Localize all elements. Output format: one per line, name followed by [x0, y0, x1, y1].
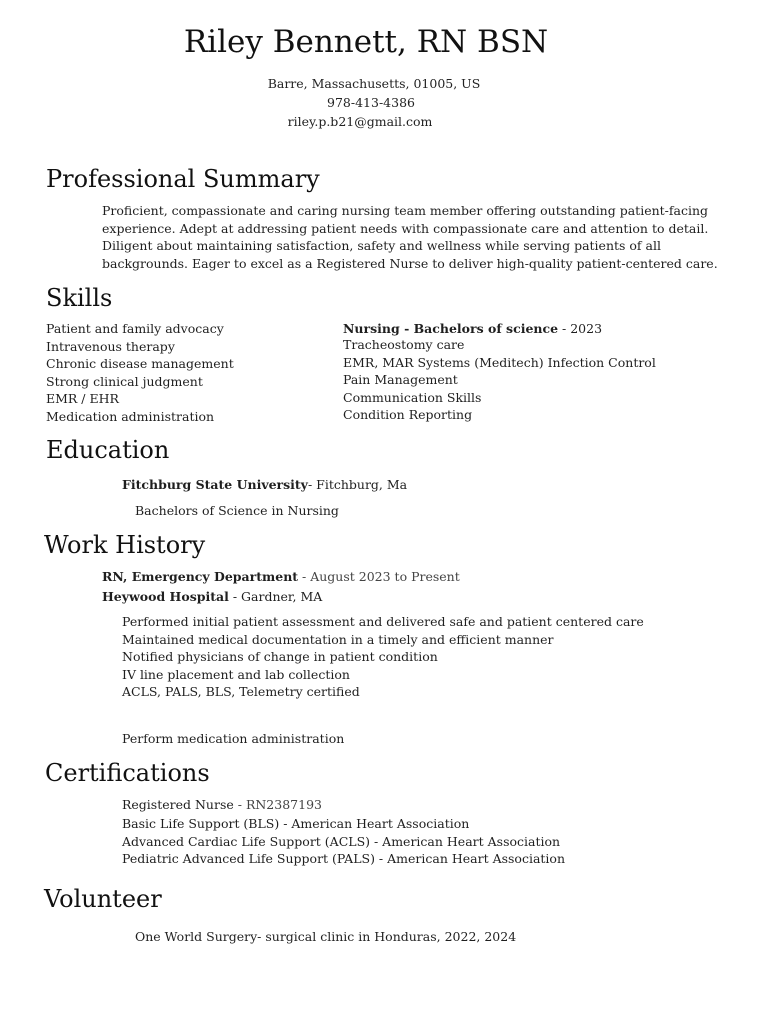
job-title-line [102, 569, 460, 584]
address: Barre, Massachusetts, 01005, US [267, 76, 481, 91]
skill-item: Patient and family advocacy [46, 321, 224, 336]
duty-item: ACLS, PALS, BLS, Telemetry certified [122, 684, 360, 700]
volunteer-text: One World Surgery- surgical clinic in Honduras, 2022, 2024 [135, 929, 517, 944]
duty-item: Performed initial patient assessment and delivered safe and patient centered care [122, 614, 644, 629]
skill-item: Communication Skills [343, 389, 482, 405]
duty-extra: Perform medication administration [122, 731, 345, 746]
employer-line [102, 589, 322, 604]
certification-item: Basic Life Support (BLS) - American Heart Association [122, 816, 470, 831]
skill-item: Condition Reporting [343, 407, 473, 423]
skills-left-list [46, 320, 234, 426]
skill-degree-label: Nursing - Bachelors of science [343, 321, 559, 336]
degree: Bachelors of Science in Nursing [135, 503, 339, 518]
skill-item: EMR, MAR Systems (Meditech) Infection Control [343, 354, 656, 370]
skills-heading: Skills [46, 284, 113, 312]
cert-rn-label: Registered Nurse [122, 797, 234, 812]
education-school-line [122, 477, 407, 492]
skill-item: Intravenous therapy [46, 338, 175, 354]
work-heading: Work History [44, 531, 206, 559]
certifications-list [122, 815, 565, 868]
skill-item: Chronic disease management [46, 356, 234, 372]
cert-rn-line [122, 797, 322, 812]
certifications-heading: Certifications [45, 759, 210, 787]
school-name: Fitchburg State University [122, 477, 308, 492]
job-title: RN, Emergency Department [102, 569, 299, 584]
skill-item: Tracheostomy care [343, 337, 465, 352]
summary-heading: Professional Summary [46, 165, 320, 193]
volunteer-heading: Volunteer [44, 885, 162, 913]
employer: Heywood Hospital [102, 589, 229, 604]
education-heading: Education [46, 436, 170, 464]
employer-location: - Gardner, MA [228, 589, 323, 604]
phone: 978-413-4386 [327, 95, 415, 110]
skill-item: Medication administration [46, 408, 215, 424]
skill-degree-year: - 2023 [558, 321, 603, 336]
job-dates: - August 2023 to Present [298, 569, 460, 584]
email: riley.p.b21@gmail.com [287, 114, 433, 129]
skill-item: EMR / EHR [46, 391, 119, 407]
summary-text: Proficient, compassionate and caring nursing team member offering outstanding patient-facing experience. Adept at addressing patient needs with compassionate care and attention to detail. Diligent about maintaining satisfaction, safety and wellness while serving patients of all backgrounds. Eager to excel as a Registered Nurse to deliver high-quality patient-centered care. [102, 203, 718, 271]
skills-right-list [343, 336, 656, 424]
skill-item: Strong clinical judgment [46, 373, 203, 389]
school-location: - Fitchburg, Ma [307, 477, 408, 492]
skill-item: Pain Management [343, 372, 458, 388]
cert-rn-number: - RN2387193 [233, 797, 322, 812]
duty-item: IV line placement and lab collection [122, 666, 350, 682]
duties-list [122, 613, 644, 701]
duty-item: Maintained medical documentation in a timely and efficient manner [122, 631, 554, 647]
skill-degree [343, 321, 602, 336]
certification-item: Advanced Cardiac Life Support (ACLS) - American Heart Association [122, 833, 561, 849]
candidate-name: Riley Bennett, RN BSN [183, 24, 549, 60]
duty-item: Notified physicians of change in patient condition [122, 649, 438, 665]
certification-item: Pediatric Advanced Life Support (PALS) - American Heart Association [122, 851, 566, 867]
